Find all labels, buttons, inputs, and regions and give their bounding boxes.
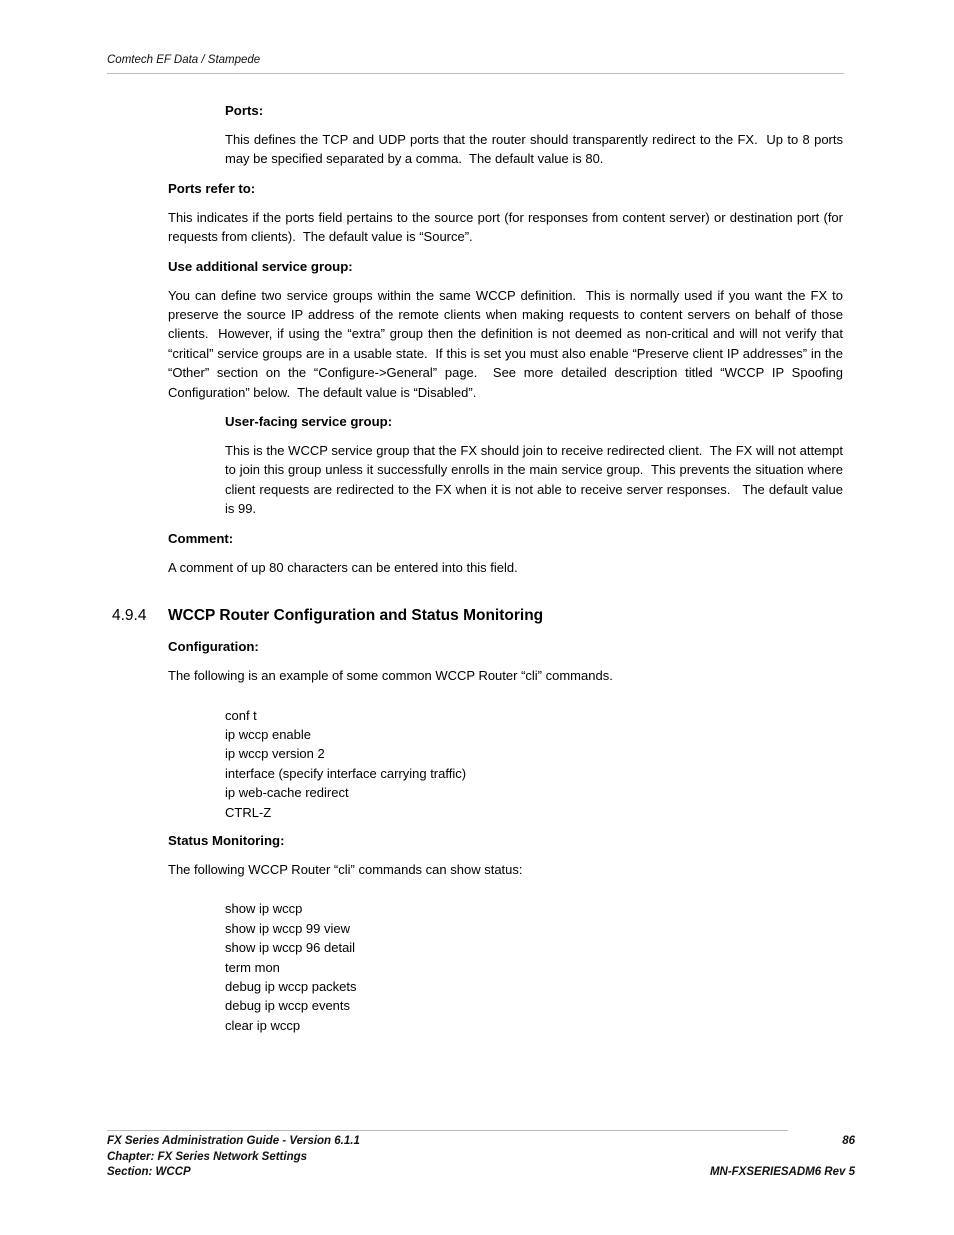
cli-command: show ip wccp (225, 901, 303, 917)
footer-page-number: 86 (842, 1135, 855, 1147)
heading-status-monitoring: Status Monitoring: (168, 832, 285, 848)
running-header-title: Comtech EF Data / Stampede (107, 54, 261, 66)
section-number: 4.9.4 (112, 607, 147, 625)
heading-configuration: Configuration: (168, 639, 259, 655)
cli-command-block-status-monitoring (225, 899, 843, 1035)
paragraph-configuration-intro: The following is an example of some common WCCP Router “cli” commands. (168, 668, 613, 684)
heading-user-facing-service-group: User-facing service group: (225, 414, 393, 430)
cli-command: ip wccp enable (225, 726, 311, 742)
footer-row-section (107, 1165, 855, 1181)
footer-doc-number: MN-FXSERIESADM6 Rev 5 (709, 1166, 855, 1179)
cli-command: clear ip wccp (225, 1017, 301, 1033)
footer-chapter: Chapter: FX Series Network Settings (107, 1150, 308, 1163)
cli-command: debug ip wccp events (225, 998, 351, 1014)
footer-guide-title: FX Series Administration Guide - Version 6.1.1 (107, 1135, 360, 1147)
footer-rule (107, 1130, 788, 1131)
heading-use-additional-service-group: Use additional service group: (168, 258, 353, 274)
page-header (107, 54, 844, 74)
heading-comment: Comment: (168, 530, 234, 546)
footer-row-chapter (107, 1150, 855, 1166)
cli-command: ip wccp version 2 (225, 746, 325, 762)
heading-ports-refer-to: Ports refer to: (168, 180, 256, 196)
cli-command: CTRL-Z (225, 804, 272, 820)
cli-command: ip web-cache redirect (225, 785, 349, 801)
cli-command: show ip wccp 96 detail (225, 940, 356, 956)
section-title: WCCP Router Configuration and Status Monitoring (168, 607, 544, 625)
cli-command: term mon (225, 959, 280, 975)
page-content (112, 101, 843, 1044)
footer-row-guide (107, 1134, 855, 1150)
cli-command: conf t (225, 707, 257, 723)
cli-command: debug ip wccp packets (225, 978, 357, 994)
paragraph-ports-refer-to: This indicates if the ports field pertains to the source port (for responses from content server) or destination port (for requests from clients). The default value is “Source”. (168, 209, 843, 245)
heading-ports: Ports: (225, 103, 264, 118)
cli-command: show ip wccp 99 view (225, 920, 350, 936)
paragraph-user-facing-service-group: This is the WCCP service group that the FX should join to receive redirected client. The FX will not attempt to join this group unless it successfully enrolls in the main service group. This prevents the situation where client requests are redirected to the FX when it is not able to receive server responses. The default value is 99. (225, 443, 843, 517)
cli-command-block-configuration (225, 706, 843, 822)
paragraph-ports: This defines the TCP and UDP ports that the router should transparently redirect to the FX. Up to 8 ports may be specified separated by a comma. The default value is 80. (225, 132, 843, 167)
footer-section: Section: WCCP (107, 1166, 191, 1179)
paragraph-comment: A comment of up 80 characters can be entered into this field. (168, 559, 518, 575)
cli-command: interface (specify interface carrying traffic) (225, 765, 467, 781)
section-heading-wccp-router-configuration (112, 605, 843, 626)
page-footer (107, 1130, 855, 1181)
paragraph-status-monitoring-intro: The following WCCP Router “cli” commands can show status: (168, 861, 523, 877)
paragraph-use-additional-service-group: You can define two service groups within the same WCCP definition. This is normally used if you want the FX to preserve the source IP address of the remote clients when making requests to content servers on behalf of those clients. However, if using the “extra” group then the definition is not deemed as non-critical and will not verify that “critical” service groups are in a usable state. If this is set you must also enable “Preserve client IP addresses” in the “Other” section on the “Configure->General” page. See more detailed description titled “WCCP IP Spoofing Configuration” below. The default value is “Disabled”. (168, 287, 843, 400)
